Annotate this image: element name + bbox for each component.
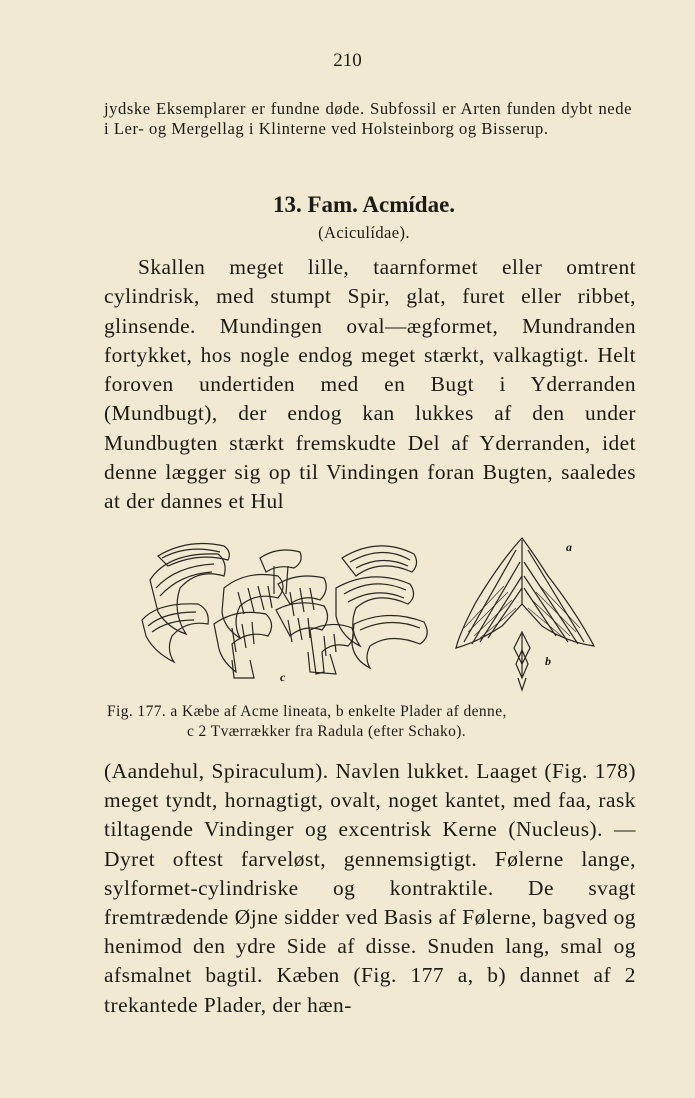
caption-line-2: c 2 Tværrækker fra Radula (efter Schako).	[187, 723, 467, 740]
radula-illustration	[128, 532, 608, 692]
family-subtitle: (Aciculídae).	[318, 223, 410, 242]
page-number: 210	[333, 50, 362, 71]
figure-177	[128, 532, 608, 692]
caption-line-1: Fig. 177. a Kæbe af Acme lineata, b enkelte Plader af denne,	[107, 703, 507, 720]
figure-label-b: b	[545, 654, 551, 668]
figure-caption	[107, 702, 637, 742]
family-title: 13. Fam. Acmídae.	[272, 192, 456, 217]
intro-paragraph: jydske Eksemplarer er fundne døde. Subfossil er Arten funden dybt nede i Ler- og Mergellag i Klinterne ved Holsteinborg og Bisserup.	[104, 99, 632, 138]
description-paragraph: Skallen meget lille, taarnformet eller omtrent cylindrisk, med stumpt Spir, glat, furet eller ribbet, glinsende. Mundingen oval—ægformet, Mundranden fortykket, hos nogle endog meget stærkt, valkagtigt. Helt foroven undertiden med en Bugt i Yderranden (Mundbugt), der endog kan lukkes af den under Mundbugten stærkt fremskudte Del af Yderranden, idet denne lægger sig op til Vindingen foran Bugten, saaledes at der dannes et Hul	[104, 255, 636, 514]
figure-label-a: a	[566, 540, 572, 554]
figure-label-c: c	[280, 670, 286, 684]
continuation-paragraph: (Aandehul, Spiraculum). Navlen lukket. Laaget (Fig. 178) meget tyndt, hornagtigt, ovalt, noget kantet, med faa, rask tiltagende Vindinger og excentrisk Kerne (Nucleus). — Dyret oftest farveløst, gennemsigtigt. Følerne lange, sylformet-cylindriske og kontraktile. De svagt fremtrædende Øjne sidder ved Basis af Følerne, bagved og henimod den ydre Side af disse. Snuden lang, smal og afsmalnet bagtil. Kæben (Fig. 177 a, b) dannet af 2 trekantede Plader, der hæn-	[104, 759, 636, 1017]
